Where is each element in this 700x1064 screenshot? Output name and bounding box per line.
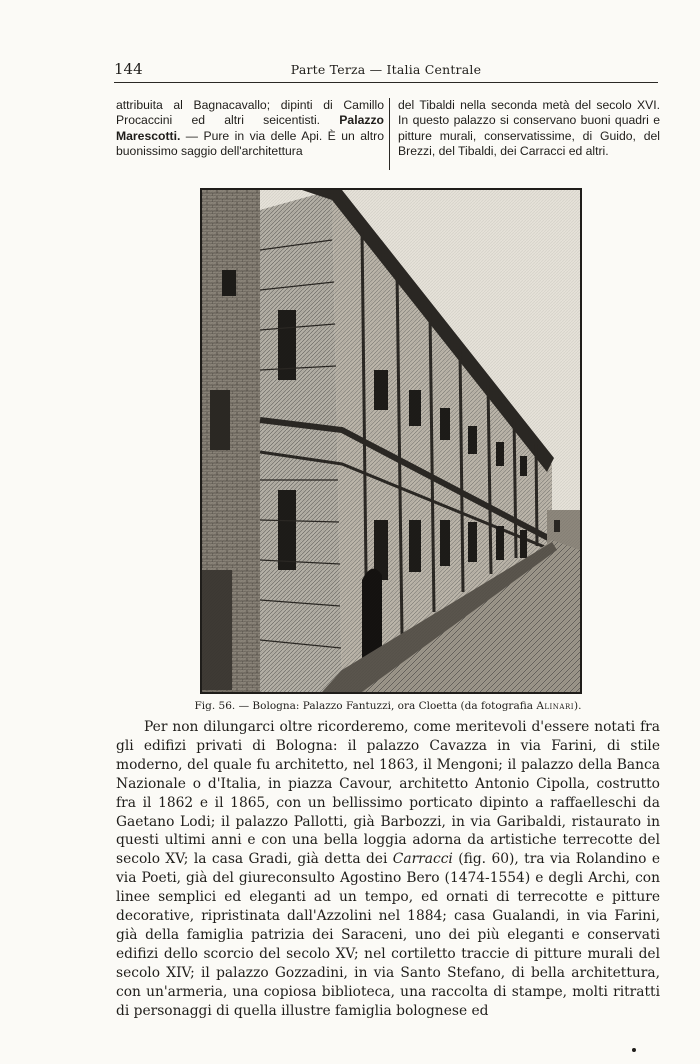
left-column-line1: attribuita al Bagnacavallo; dipinti di Camillo Procaccini ed altri seicentisti. [116, 98, 384, 128]
left-column-line2: — Pure in via delle Api. È un altro buonissimo saggio dell'architettura [116, 128, 384, 159]
column-divider [389, 98, 390, 170]
body-part2: (fig. 60), tra via Rolandino e via Poeti, già del giureconsulto Agostino Bero (1474-1554) e degli Archi, con linee semplici ed eleganti ad un tempo, ed ornati di terrecotte e pitture decorative, ripristinata dall'Azzolini nel 1884; casa Gualandi, in via Farini, già della famiglia patrizia dei Saraceni, uno dei più eleganti e conservati edifizi dello scorcio del secolo XV; nel cortiletto traccie di pitture murali del secolo XIV; il palazzo Gozzadini, in via Santo Stefano, di bella architettura, con un'armeria, una copiosa biblioteca, una raccolta di stampe, molti ritratti di personaggi di quella illustre famiglia bolognese ed [116, 851, 660, 1019]
caption-suffix: ). [574, 700, 582, 712]
palazzo-marescotti-heading: Palazzo Marescotti. [116, 113, 385, 143]
caption-credit: Alinari [536, 700, 575, 712]
body-italic-carracci: Carracci [392, 851, 453, 868]
left-column-text [116, 98, 384, 160]
running-title: Parte Terza — Italia Centrale [290, 62, 482, 77]
body-text [116, 718, 660, 1021]
running-head [114, 60, 658, 83]
figure-caption [116, 700, 660, 712]
page-number: 144 [114, 60, 143, 78]
body-paragraph [116, 718, 660, 1021]
right-column-text: del Tibaldi nella seconda metà del secolo XVI. In questo palazzo si conservano buoni quadri e pitture murali, conservatissime, di Guido, del Brezzi, del Tibaldi, dei Carracci ed altri. [398, 98, 660, 159]
palazzo-fantuzzi-illustration [200, 188, 582, 694]
engraving-svg [202, 190, 580, 692]
body-part1: Per non dilungarci oltre ricorderemo, come meritevoli d'essere notati fra gli edifizi privati di Bologna: il palazzo Cavazza in via Farini, di stile moderno, del quale fu architetto, nel 1863, il Mengoni; il palazzo della Banca Nazionale o d'Italia, in piazza Cavour, architetto Antonio Cipolla, costrutto fra il 1862 e il 1865, con un bellissimo porticato dipinto a raffaelleschi da Gaetano Lodi; il palazzo Pallotti, già Barbozzi, in via Garibaldi, ristaurato in questi ultimi anni e con una bella loggia adorna da artistiche terrecotte del secolo XV; la casa Gradi, già detta dei [116, 719, 660, 868]
right-column [398, 98, 660, 160]
page-mark [632, 1048, 636, 1052]
left-column [116, 98, 384, 160]
caption-text: Fig. 56. — Bologna: Palazzo Fantuzzi, ora Cloetta (da fotografia [194, 700, 537, 712]
